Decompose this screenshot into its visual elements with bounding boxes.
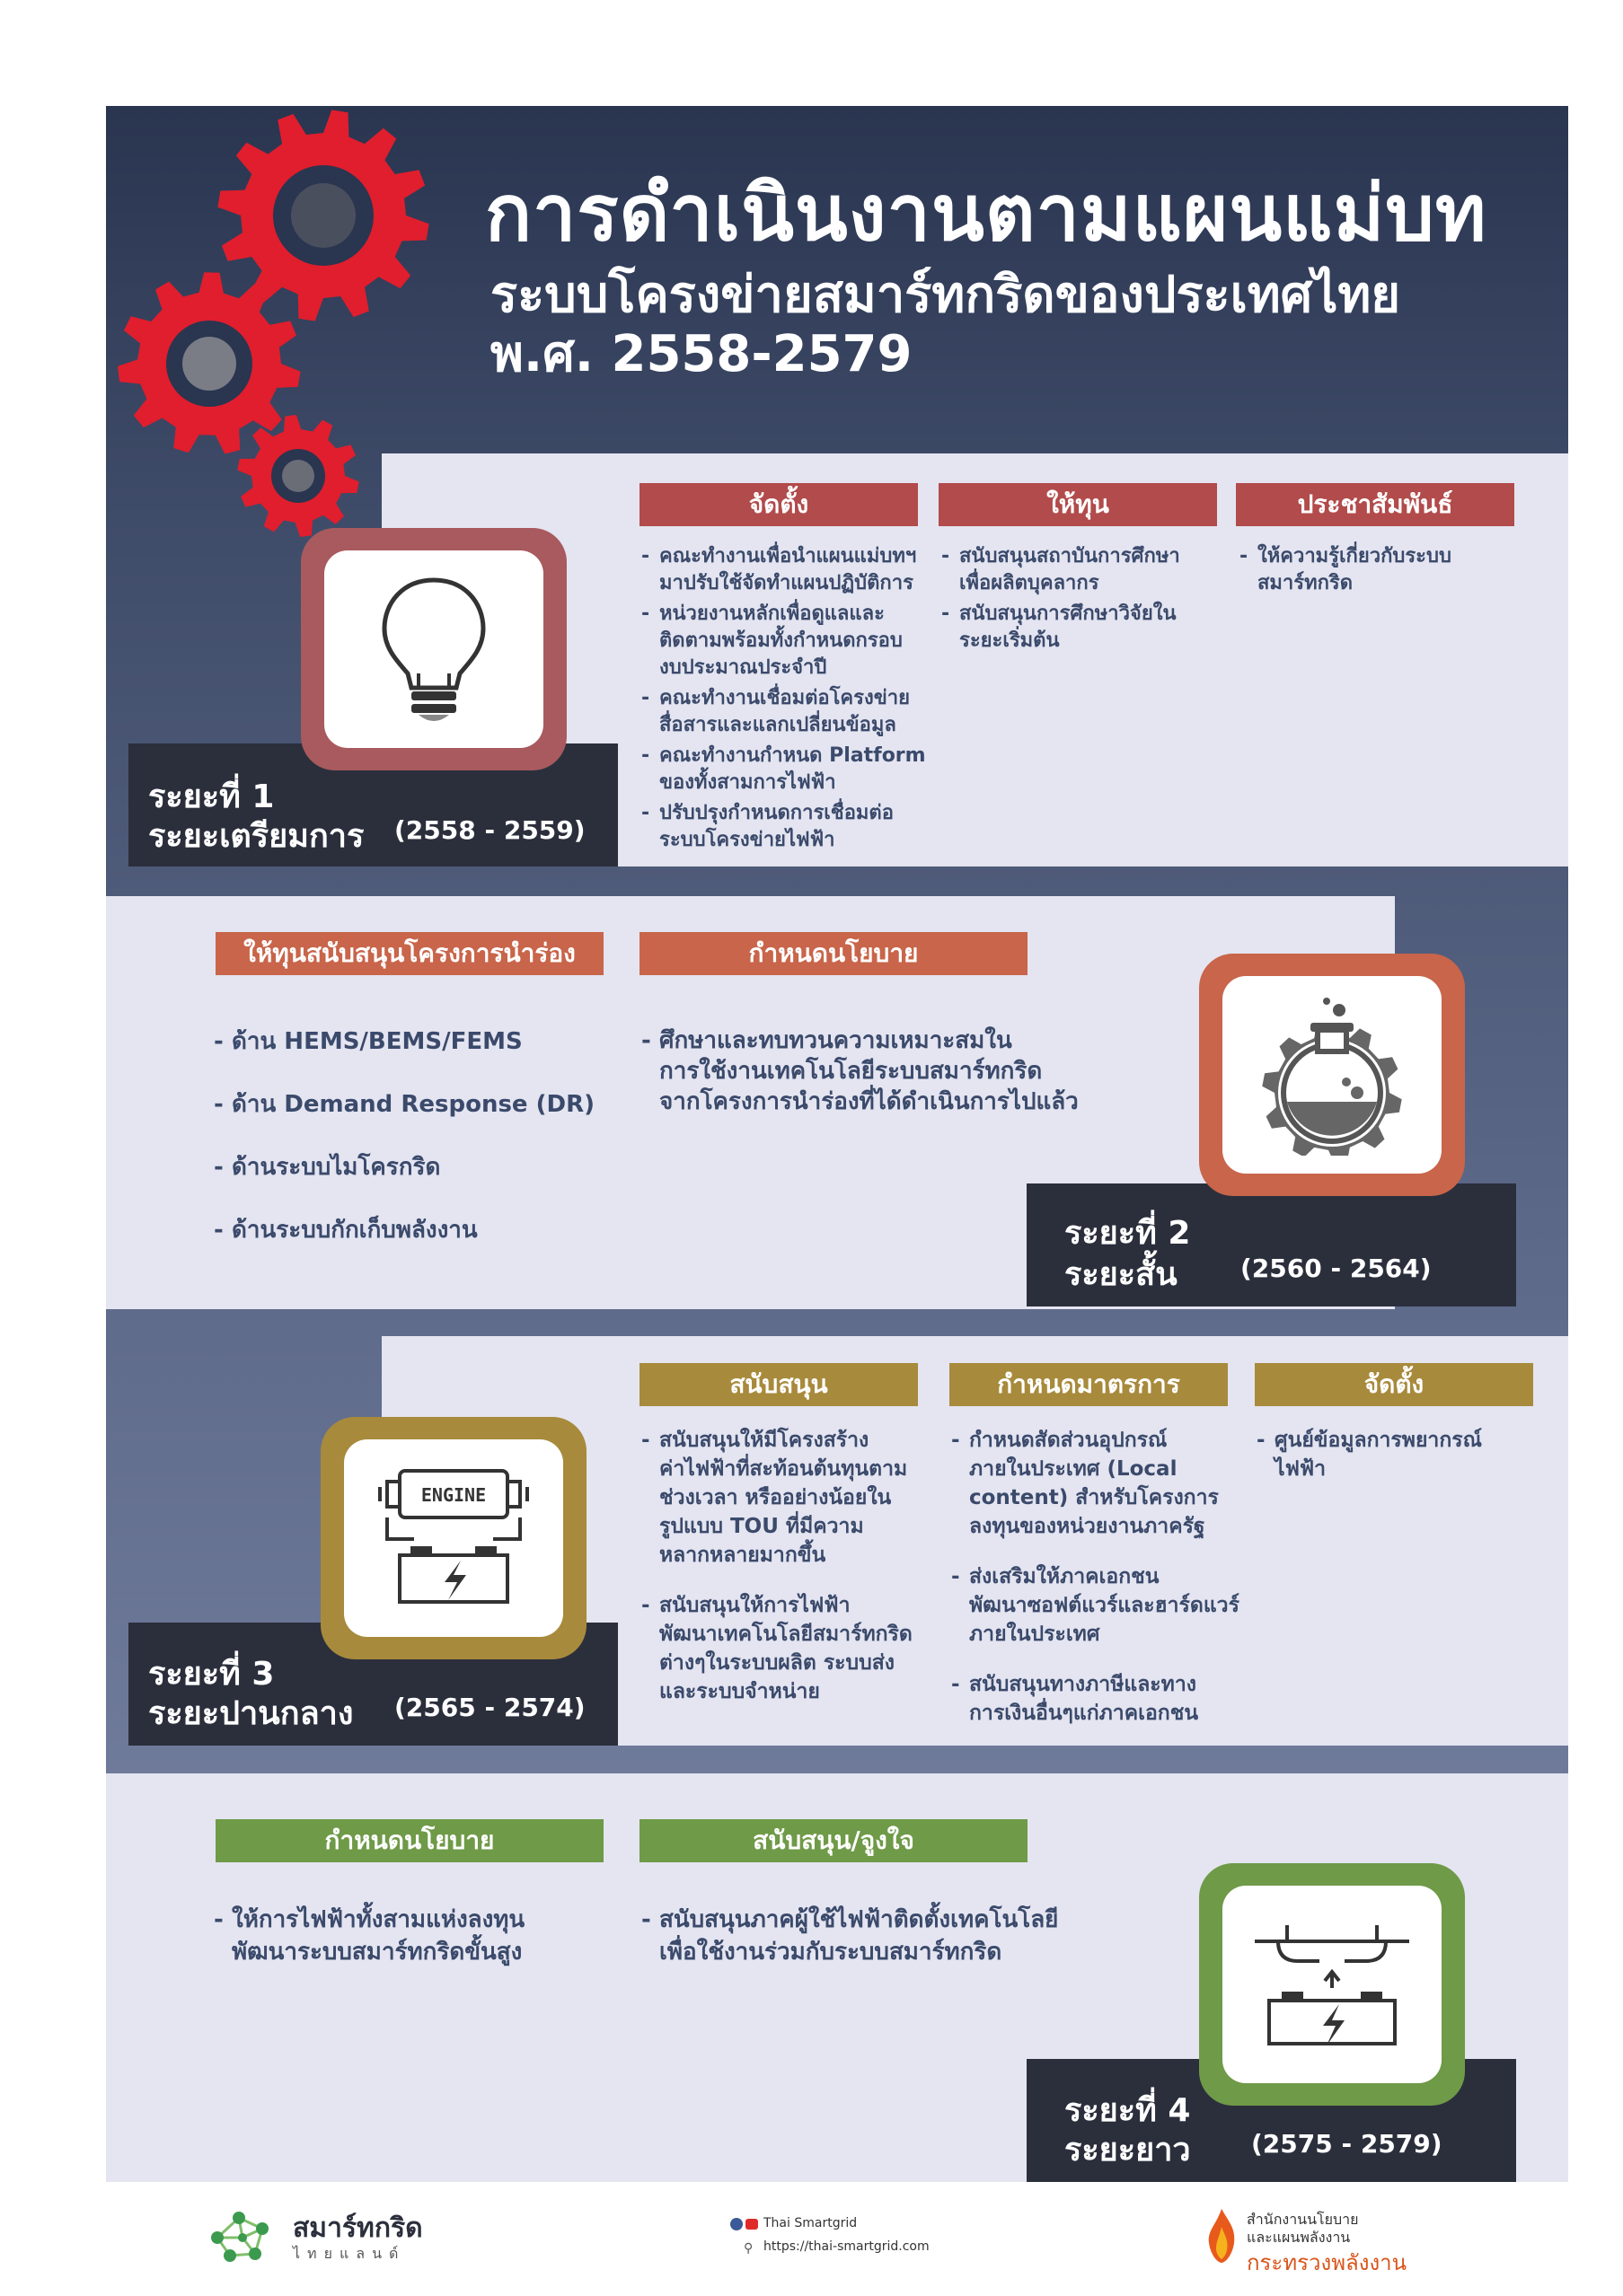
list-item: - สนับสนุนให้มีโครงสร้าง ค่าไฟฟ้าที่สะท้อนต้นทุนตาม ช่วงเวลา หรืออย่างน้อยใน รูปแบบ TOU ที่มีความ หลากหลายมากขึ้น [639,1426,954,1570]
phase-2-policy-list [639,1025,1125,1148]
gear-small-icon [235,413,361,539]
phase-4-years: (2575 - 2579) [1251,2129,1442,2159]
list-item: - สนับสนุนให้การไฟฟ้า พัฒนาเทคโนโลยีสมาร์ทกริด ต่างๆในระบบผลิต ระบบส่ง และระบบจำหน่าย [639,1591,954,1706]
footer-ministry-line2: และแผนพลังงาน [1247,2229,1351,2246]
list-item: - สนับสนุนสถาบันการศึกษา เพื่อผลิตบุคลากร [939,543,1227,597]
footer-ministry-name: กระทรวงพลังงาน [1247,2250,1407,2275]
page-title: การดำเนินงานตามแผนแม่บท [485,169,1487,259]
footer-ministry-line1: สำนักงานนโยบาย [1247,2211,1359,2228]
list-item: - ให้การไฟฟ้าทั้งสามแห่งลงทุน พัฒนาระบบสมาร์ทกริดขั้นสูง [212,1904,625,1968]
phase-4-category-policy: กำหนดนโยบาย [216,1819,604,1862]
phase-4-number: ระยะที่ 4 [1064,2092,1191,2129]
phase-1-category-funding: ให้ทุน [939,483,1217,526]
list-item: - หน่วยงานหลักเพื่อดูแลและ ติดตามพร้อมทั้งกำหนดกรอบ งบประมาณประจำปี [639,601,945,682]
list-item: - ศึกษาและทบทวนความเหมาะสมใน การใช้งานเทคโนโลยีระบบสมาร์ทกริด จากโครงการนำร่องที่ได้ดำเนินการไปแล้ว [639,1025,1125,1117]
phase-3-category-support: สนับสนุน [639,1363,918,1406]
phase-3-category-measures: กำหนดมาตรการ [949,1363,1228,1406]
phase-3-years: (2565 - 2574) [394,1693,586,1722]
phase-3-establish-list [1255,1426,1542,1487]
page-subtitle [490,266,1400,384]
phase-4-policy-list [212,1904,625,1972]
phase-2-category-pilot-funding: ให้ทุนสนับสนุนโครงการนำร่อง [216,932,604,975]
footer-social-name[interactable]: Thai Smartgrid [763,2216,858,2230]
phase-3-support-list [639,1426,954,1728]
grid-battery-icon [1251,1913,1413,2056]
phase-4-category-incentive: สนับสนุน/จูงใจ [639,1819,1028,1862]
list-item: - คณะทำงานเชื่อมต่อโครงข่าย สื่อสารและแลกเปลี่ยนข้อมูล [639,685,945,739]
phase-4-incentive-list [639,1904,1142,1972]
phase-1-funding-list [939,543,1227,658]
list-item: - ปรับปรุงกำหนดการเชื่อมต่อ ระบบโครงข่ายไฟฟ้า [639,800,945,854]
phase-3-number: ระยะที่ 3 [148,1656,275,1693]
footer-website-link[interactable]: https://thai-smartgrid.com [763,2239,930,2254]
phase-4-icon-frame [1199,1863,1465,2106]
list-item: - ด้านระบบไมโครกริด [212,1151,607,1183]
subtitle-line-1: ระบบโครงข่ายสมาร์ทกริดของประเทศไทย [490,266,1401,324]
engine-label: ENGINE [420,1484,487,1506]
phase-1-category-publicity: ประชาสัมพันธ์ [1236,483,1514,526]
list-item: - ให้ความรู้เกี่ยวกับระบบ สมาร์ทกริด [1238,543,1525,597]
phase-1-publicity-list [1238,543,1525,601]
flask-gear-icon [1256,994,1408,1156]
ministry-flame-logo-icon [1204,2207,1239,2265]
phase-1-icon-frame [301,528,567,770]
phase-2-pilot-list [212,1025,607,1277]
list-item: - ส่งเสริมให้ภาคเอกชน พัฒนาซอฟต์แวร์และฮาร์ดแวร์ ภายในประเทศ [949,1562,1273,1649]
list-item: - สนับสนุนภาคผู้ใช้ไฟฟ้าติดตั้งเทคโนโลยี เพื่อใช้งานร่วมกับระบบสมาร์ทกริด [639,1904,1142,1968]
phase-2-icon-frame [1199,954,1465,1196]
list-item: - ด้าน Demand Response (DR) [212,1088,607,1121]
phase-4-name: ระยะยาว [1064,2132,1191,2168]
light-bulb-icon [375,573,492,726]
list-item: - คณะทำงานกำหนด Platform ของทั้งสามการไฟฟ้า [639,743,945,796]
phase-1-years: (2558 - 2559) [394,815,586,845]
list-item: - ด้านระบบกักเก็บพลังงาน [212,1214,607,1246]
smartgrid-logo-icon [207,2202,278,2266]
phase-3-category-establish: จัดตั้ง [1255,1363,1533,1406]
list-item: - สนับสนุนทางภาษีและทาง การเงินอื่นๆแก่ภาคเอกชน [949,1670,1273,1728]
phase-1-category-establish: จัดตั้ง [639,483,918,526]
list-item: - คณะทำงานเพื่อนำแผนแม่บทฯ มาปรับใช้จัดทำแผนปฏิบัติการ [639,543,945,597]
phase-3-measures-list [949,1426,1273,1749]
facebook-icon[interactable] [730,2218,743,2230]
subtitle-line-2: พ.ศ. 2558-2579 [490,325,913,383]
phase-1-name: ระยะเตรียมการ [148,818,365,855]
list-item: - กำหนดสัดส่วนอุปกรณ์ ภายในประเทศ (Local content) สำหรับโครงการ ลงทุนของหน่วยงานภาครัฐ [949,1426,1273,1541]
list-item: - ด้าน HEMS/BEMS/FEMS [212,1025,607,1058]
phase-3-icon-frame [321,1417,587,1659]
footer-logo-name: สมาร์ทกริด [293,2212,423,2244]
phase-2-name: ระยะสั้น [1064,1256,1178,1293]
phase-2-category-policy: กำหนดนโยบาย [639,932,1028,975]
list-item: - สนับสนุนการศึกษาวิจัยใน ระยะเริ่มต้น [939,601,1227,655]
phase-1-establish-list [639,543,945,858]
search-icon: ⚲ [744,2241,754,2256]
youtube-icon[interactable] [745,2219,758,2230]
footer-logo-sub: ไทยแลนด์ [293,2245,406,2262]
phase-2-number: ระยะที่ 2 [1064,1215,1191,1252]
list-item: - ศูนย์ข้อมูลการพยากรณ์ ไฟฟ้า [1255,1426,1542,1483]
phase-3-name: ระยะปานกลาง [148,1695,354,1732]
phase-2-years: (2560 - 2564) [1240,1254,1432,1283]
phase-2-box [1027,1183,1516,1306]
engine-battery-icon [364,1462,543,1614]
phase-1-number: ระยะที่ 1 [148,779,275,815]
